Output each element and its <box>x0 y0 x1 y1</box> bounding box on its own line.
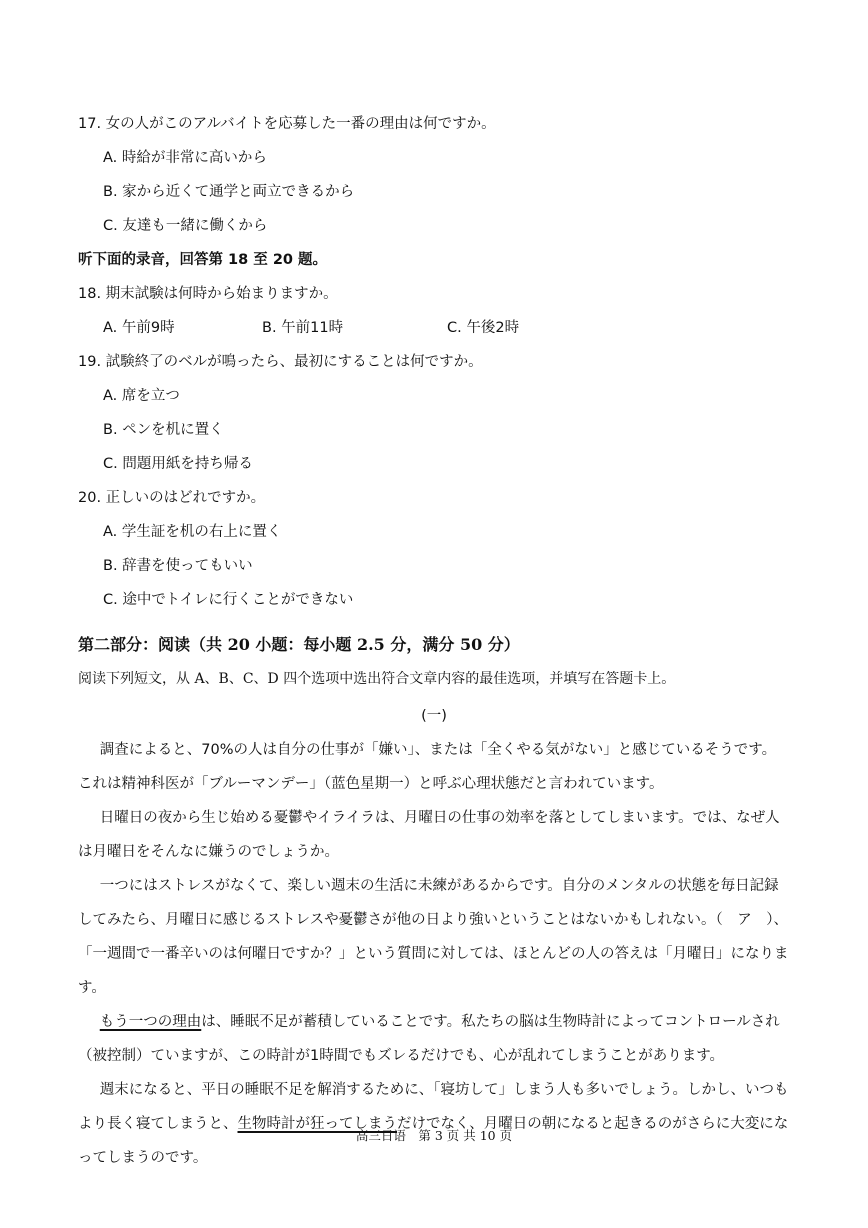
question-17-option-c: C. 友達も一緒に働くから <box>103 218 268 234</box>
question-19-stem: 19. 試験終了のベルが鳴ったら、最初にすることは何ですか。 <box>78 354 483 370</box>
passage-paragraph-1: 調査によると、70%の人は自分の仕事が「嫌い」、または「全くやる気がない」と感じているそうです。これは精神科医が「ブルーマンデー」（蓝色星期一）と呼ぶ心理状態だと言われています。 <box>78 742 777 792</box>
listening-instruction: 听下面的录音，回答第 18 至 20 题。 <box>78 252 328 268</box>
reading-passage <box>78 733 790 1175</box>
question-17-stem: 17. 女の人がこのアルバイトを応募した一番の理由は何ですか。 <box>78 116 496 132</box>
page-footer: 高三日语 第 3 页 共 10 页 <box>355 1128 513 1143</box>
question-19-option-b: B. ペンを机に置く <box>103 422 224 438</box>
question-19-option-a: A. 席を立つ <box>103 388 180 404</box>
passage-number: (一) <box>421 708 447 724</box>
part2-instruction: 阅读下列短文，从 A、B、C、D 四个选项中选出符合文章内容的最佳选项，并填写在答题卡上。 <box>78 671 676 687</box>
underlined-phrase-reason: もう一つの理由 <box>99 1014 202 1030</box>
passage-paragraph-4: もう一つの理由は、睡眠不足が蓄積していることです。私たちの脳は生物時計によってコントロールされ（被控制）ていますが、この時計が1時間でもズレるだけでも、心が乱れてしまうことがあります。 <box>78 1014 780 1064</box>
question-19-option-c: C. 問題用紙を持ち帰る <box>103 456 253 472</box>
question-20-option-c: C. 途中でトイレに行くことができない <box>103 592 354 608</box>
underlined-phrase-clock: 生物時計が狂ってしまう <box>237 1116 397 1132</box>
question-18-stem: 18. 期末試験は何時から始まりますか。 <box>78 286 338 302</box>
question-17-option-a: A. 時給が非常に高いから <box>103 150 267 166</box>
passage-paragraph-2: 日曜日の夜から生じ始める憂鬱やイライラは、月曜日の仕事の効率を落としてしまいます。では、なぜ人は月曜日をそんなに嫌うのでしょうか。 <box>78 810 780 860</box>
question-18-option-b: B. 午前11時 <box>262 320 344 336</box>
question-20-option-a: A. 学生証を机の右上に置く <box>103 524 282 540</box>
part2-heading: 第二部分：阅读（共 20 小题：每小题 2.5 分，满分 50 分） <box>78 635 520 654</box>
question-20-stem: 20. 正しいのはどれですか。 <box>78 490 266 506</box>
passage-paragraph-3: 一つにはストレスがなくて、楽しい週末の生活に未練があるからです。自分のメンタルの状態を毎日記録してみたら、月曜日に感じるストレスや憂鬱さが他の日より強いということはないかもしれない。（ ア ）、「一週間で一番辛いのは何曜日ですか？」という質問に対しては、ほとんどの人の答えは「月曜日」になります。 <box>78 878 789 996</box>
question-17-option-b: B. 家から近くて通学と両立できるから <box>103 184 355 200</box>
question-18-option-c: C. 午後2時 <box>447 320 520 336</box>
passage-paragraph-5: 週末になると、平日の睡眠不足を解消するために、「寝坊して」しまう人も多いでしょう。しかし、いつもより長く寝てしまうと、生物時計が狂ってしまうだけでなく、月曜日の朝になると起きるのがさらに大変になってしまうのです。 <box>78 1082 789 1166</box>
question-18-option-a: A. 午前9時 <box>103 320 175 336</box>
question-20-option-b: B. 辞書を使ってもいい <box>103 558 253 574</box>
